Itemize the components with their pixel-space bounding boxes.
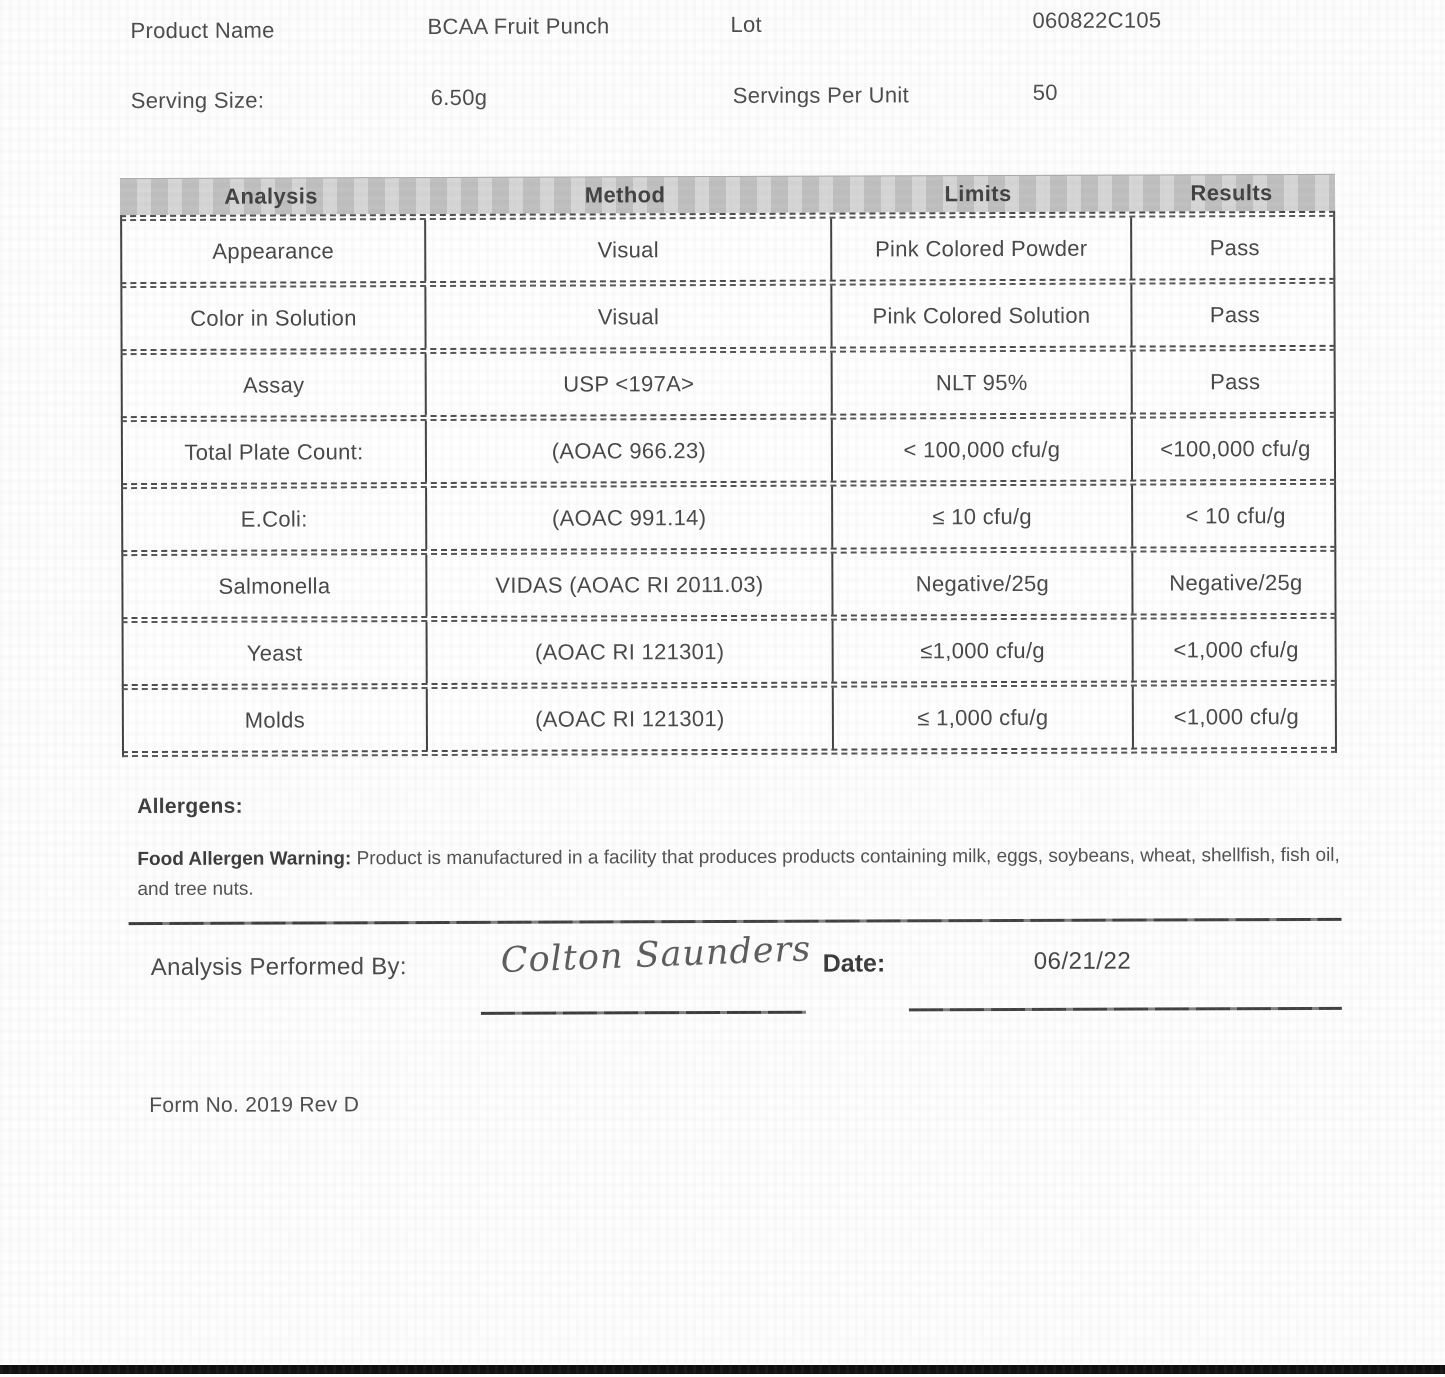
analysis-table-header (120, 174, 1335, 215)
lot-value: 060822C105 (1032, 7, 1162, 33)
table-row-salmonella (123, 552, 1334, 617)
food-allergen-warning (137, 841, 1349, 906)
performed-by-label: Analysis Performed By: (150, 953, 407, 981)
column-header-results: Results (1190, 180, 1273, 206)
cell-limits: Negative/25g (831, 553, 1131, 615)
analysis-table-body (120, 211, 1337, 757)
cell-method: Visual (424, 286, 830, 348)
cell-method: (AOAC 991.14) (425, 487, 831, 549)
serving-size-value: 6.50g (430, 84, 488, 111)
cell-limits: < 100,000 cfu/g (831, 419, 1131, 481)
cell-analysis: Appearance (212, 237, 335, 264)
table-row-assay (123, 351, 1334, 416)
cell-method: (AOAC 966.23) (425, 420, 831, 482)
cell-results: <100,000 cfu/g (1131, 418, 1338, 480)
signoff-divider-line (129, 918, 1342, 925)
date-label: Date: (822, 949, 886, 978)
cell-results: < 10 cfu/g (1131, 485, 1338, 547)
cell-method: (AOAC RI 121301) (426, 688, 832, 750)
table-row-appearance (122, 217, 1333, 282)
column-header-limits: Limits (944, 180, 1012, 207)
allergens-heading: Allergens: (137, 794, 243, 819)
cell-method: Visual (424, 219, 830, 281)
date-value: 06/21/22 (1033, 947, 1132, 975)
cell-limits: ≤ 1,000 cfu/g (832, 687, 1132, 749)
food-allergen-warning-label: Food Allergen Warning: (137, 848, 352, 871)
product-name-value: BCAA Fruit Punch (427, 13, 610, 40)
cell-results: <1,000 cfu/g (1132, 686, 1339, 748)
cell-method: VIDAS (AOAC RI 2011.03) (425, 554, 831, 616)
table-row-color-in-solution (122, 284, 1333, 349)
servings-per-unit-label: Servings Per Unit (732, 82, 910, 108)
cell-limits: NLT 95% (831, 352, 1131, 414)
cell-limits: Pink Colored Powder (830, 218, 1130, 280)
column-header-analysis: Analysis (224, 183, 318, 209)
lot-label: Lot (730, 11, 762, 37)
cell-limits: ≤ 10 cfu/g (831, 486, 1131, 548)
product-name-label: Product Name (130, 17, 275, 44)
cell-analysis: Yeast (246, 639, 303, 666)
cell-analysis: Total Plate Count: (184, 438, 364, 465)
serving-size-label: Serving Size: (130, 87, 265, 114)
cell-limits: ≤1,000 cfu/g (832, 620, 1132, 682)
analyst-signature: Colton Saunders (500, 929, 812, 982)
cell-results: Pass (1130, 217, 1337, 279)
table-row-total-plate-count (123, 418, 1334, 483)
cell-results: <1,000 cfu/g (1132, 619, 1339, 681)
cell-results: Pass (1131, 351, 1338, 413)
signature-underline (481, 1011, 806, 1015)
form-number: Form No. 2019 Rev D (149, 1093, 360, 1118)
cell-analysis: Molds (244, 706, 306, 733)
cell-analysis: Salmonella (218, 572, 331, 599)
table-row-molds (124, 686, 1335, 751)
cell-analysis: Assay (242, 371, 305, 398)
date-underline (909, 1007, 1342, 1012)
cell-limits: Pink Colored Solution (830, 285, 1130, 347)
table-row-yeast (124, 619, 1335, 684)
cell-method: (AOAC RI 121301) (426, 621, 832, 683)
column-header-method: Method (584, 182, 666, 208)
table-row-ecoli (123, 485, 1334, 550)
cell-analysis: Color in Solution (190, 304, 357, 331)
food-allergen-warning-text: Product is manufactured in a facility that produces products containing milk, eggs, soybeans, wheat, shellfish, fish oil, and tree nuts. (137, 844, 1340, 901)
analysis-table (120, 174, 1337, 757)
cell-analysis: E.Coli: (240, 505, 308, 532)
cell-results: Negative/25g (1131, 552, 1338, 614)
cell-method: USP <197A> (425, 353, 831, 415)
cell-results: Pass (1130, 284, 1337, 346)
scan-edge-bar (0, 1365, 1445, 1374)
servings-per-unit-value: 50 (1032, 79, 1058, 105)
